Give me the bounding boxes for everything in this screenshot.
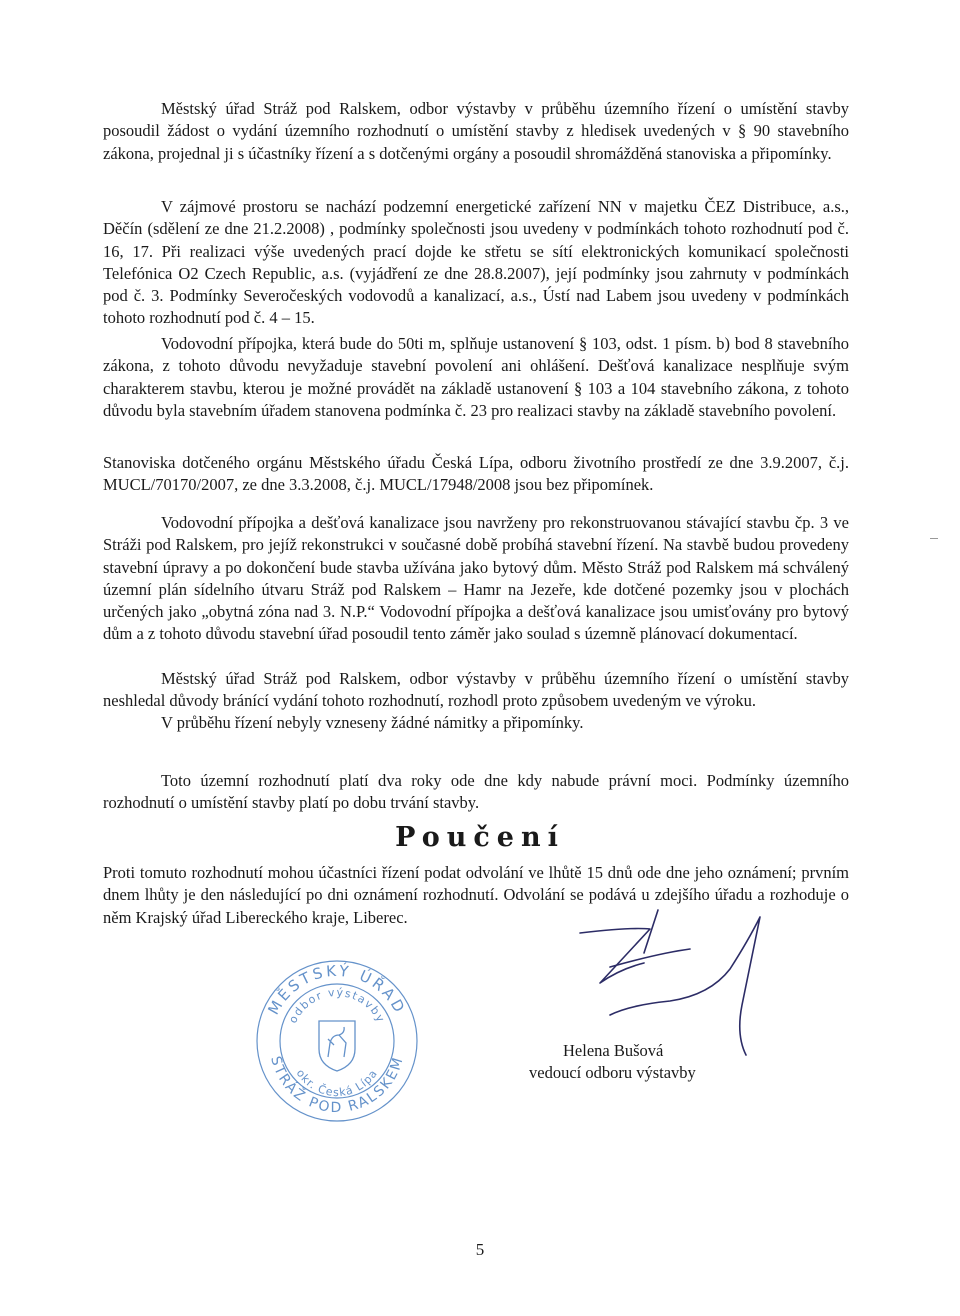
svg-text:okr. Česká Lípa: okr. Česká Lípa <box>293 1066 381 1100</box>
signatory-role: vedoucí odboru výstavby <box>529 1063 696 1082</box>
svg-text:MĚSTSKÝ ÚŘAD: MĚSTSKÝ ÚŘAD <box>264 961 410 1018</box>
coat-of-arms-icon <box>319 1021 355 1071</box>
svg-text:odbor výstavby: odbor výstavby <box>286 985 388 1026</box>
instruction-heading: Poučení <box>395 822 565 853</box>
svg-text:STRÁŽ POD RALSKEM: STRÁŽ POD RALSKEM <box>267 1054 407 1117</box>
paragraph-validity: Toto územní rozhodnutí platí dva roky ode dne kdy nabude právní moci. Podmínky územního rozhodnutí o umístění stavby platí po dobu trvání stavby. <box>103 771 849 813</box>
signatory-name: Helena Bušová <box>563 1041 664 1060</box>
paragraph-reconstruction: Vodovodní přípojka a dešťová kanalizace jsou navrženy pro rekonstruovanou stávající stavbu čp. 3 ve Stráži pod Ralskem, pro jejíž rekonstrukci v současné době probíhá stavební řízení. Na stavbě budou provedeny stavební úpravy a po dokončení bude stavba užívána jako bytový dům. Město Stráž pod Ralskem má schválený územní plán sídelního útvaru Stráž pod Ralskem – Hamr na Jezeře, kde dotčené pozemky jsou v plochách určených jako „obytná zóna nad 3. N.P.“ Vodovodní přípojka a dešťová kanalizace jsou umisťovány pro bytový dům a z tohoto důvodu stavební úřad posoudil tento záměr jako soulad s územně plánovací dokumentací. <box>103 513 849 644</box>
paragraph-decision-review: Městský úřad Stráž pod Ralskem, odbor výstavby v průběhu územního řízení o umístění stavby posoudil žádost o vydání územního rozhodnutí o umístění stavby z hledisek uvedených v § 90 stavebního zákona, projednal ji s účastníky řízení a s dotčenými orgány a posoudil shromážděná stanoviska a připomínky. <box>103 99 849 163</box>
paragraph-statements: Stanoviska dotčeného orgánu Městského úřadu Česká Lípa, odboru životního prostředí ze dne 3.9.2007, č.j. MUCL/70170/2007, ze dne 3.3.2008, č.j. MUCL/17948/2008 jsou bez připomínek. <box>103 453 849 495</box>
paragraph-water-connection: Vodovodní přípojka, která bude do 50ti m, splňuje ustanovení § 103, odst. 1 písm. b) bod 8 stavebního zákona, z tohoto důvodu nevyžaduje stavební povolení ani ohlášení. Dešťová kanalizace nesplňuje svým charakterem stavbu, kterou je možné provádět na základě ustanovení § 103 a 104 stavebního zákona, z tohoto důvodu byla stavebním úřadem stanovena podmínka č. 23 pro realizaci stavby na základě stavebního povolení. <box>103 334 849 420</box>
paragraph-appeal: Proti tomuto rozhodnutí mohou účastníci řízení podat odvolání ve lhůtě 15 dnů ode dne jeho oznámení; prvním dnem lhůty je den následující po dni oznámení rozhodnutí. Odvolání se podává u zdejšího úřadu a rozhoduje o něm Krajský úřad Libereckého kraje, Liberec. <box>103 863 849 927</box>
margin-mark <box>930 538 938 539</box>
paragraph-no-objections: V průběhu řízení nebyly vzneseny žádné námitky a připomínky. <box>161 713 584 732</box>
official-stamp <box>252 953 422 1123</box>
page-number: 5 <box>475 1240 485 1259</box>
paragraph-utilities: V zájmové prostoru se nachází podzemní energetické zařízení NN v majetku ČEZ Distribuce, a.s., Děčín (sdělení ze dne 21.2.2008) , podmínky společnosti jsou uvedeny v podmínkách tohoto rozhodnutí pod č. 16, 17. Při realizaci výše uvedených prací dojde ke střetu se sítí elektronických komunikací společnosti Telefónica O2 Czech Republic, a.s. (vyjádření ze dne 28.8.2007), její podmínky jsou zahrnuty v podmínkách pod č. 3. Podmínky Severočeských vodovodů a kanalizací, a.s., Ústí nad Labem jsou uvedeny v podmínkách tohoto rozhodnutí pod č. 4 – 15. <box>103 197 849 328</box>
paragraph-conclusion: Městský úřad Stráž pod Ralskem, odbor výstavby v průběhu územního řízení o umístění stavby neshledal důvody bránící vydání tohoto rozhodnutí, rozhodl proto způsobem uvedeným ve výroku. <box>103 669 849 711</box>
